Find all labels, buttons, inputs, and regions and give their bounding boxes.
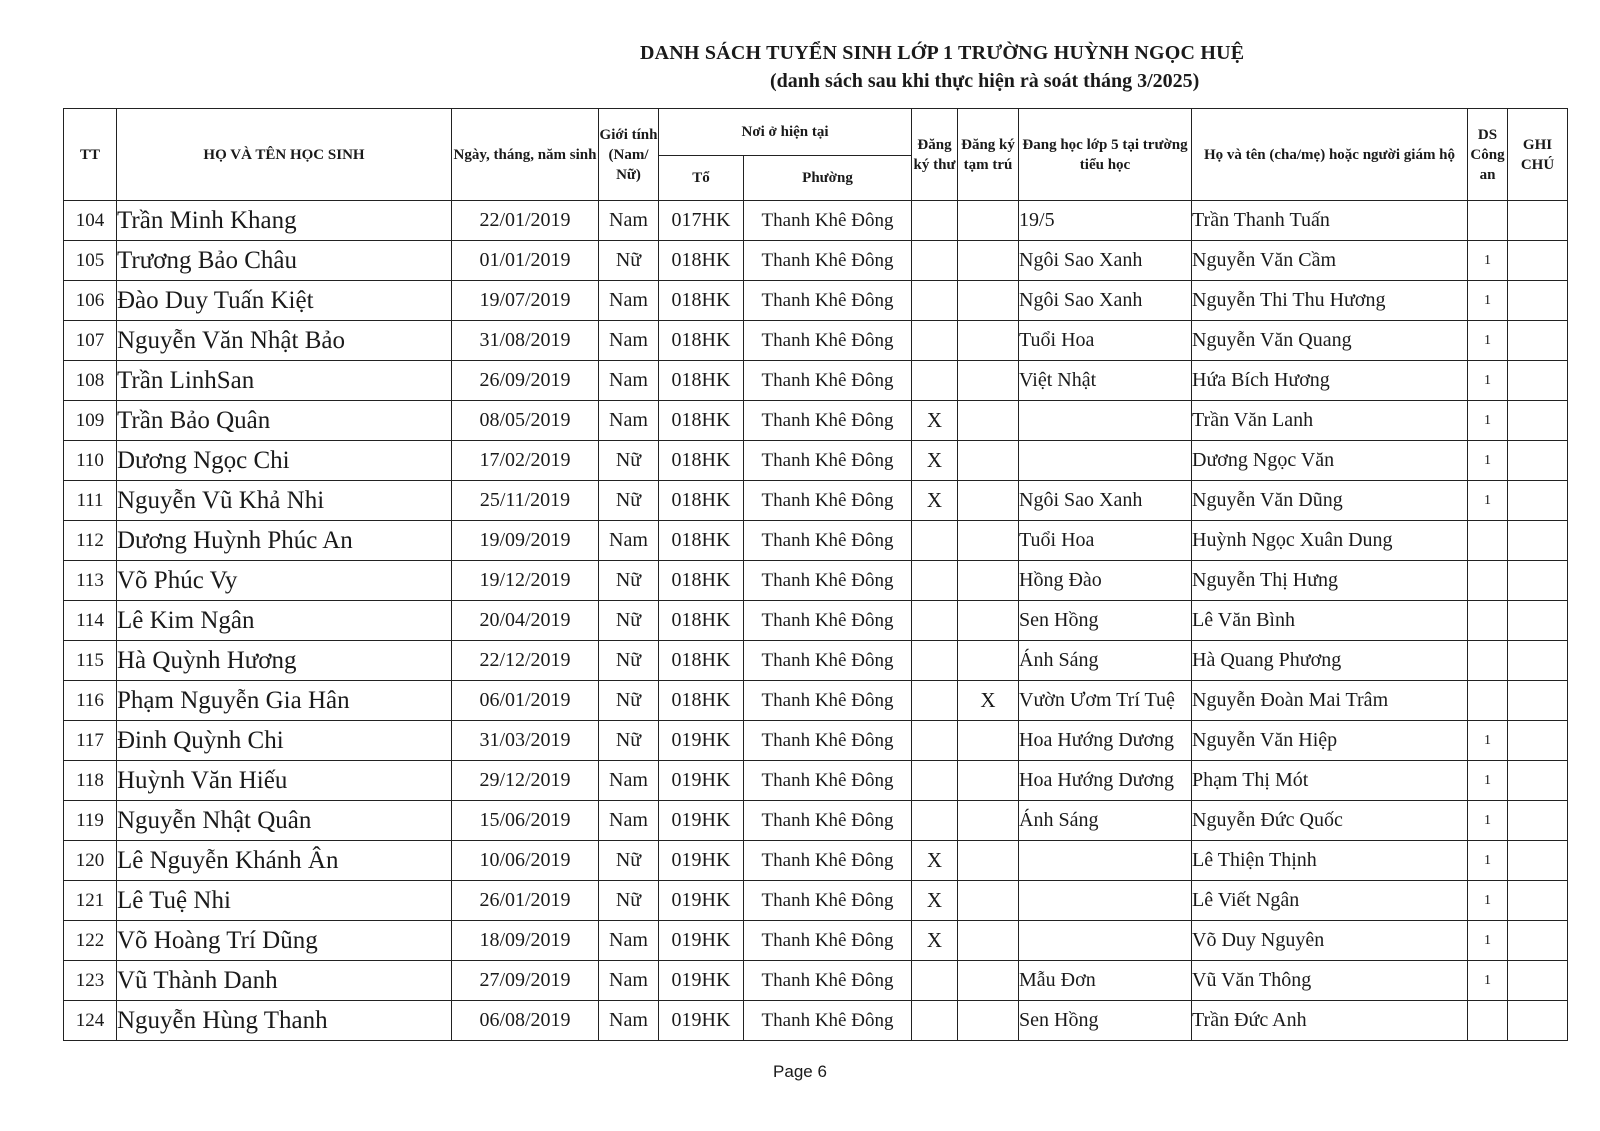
cell-student-name: Huỳnh Văn Hiếu: [117, 761, 452, 801]
cell-school: Hoa Hướng Dương: [1019, 721, 1192, 761]
document-subtitle: (danh sách sau khi thực hiện rà soát tháng 3/2025): [770, 70, 1200, 92]
cell-dang-ky-thu: [912, 601, 958, 641]
cell-to: 017HK: [659, 201, 744, 241]
cell-dang-ky-tam-tru: [958, 561, 1019, 601]
table-body: [64, 201, 1568, 1041]
cell-school: [1019, 841, 1192, 881]
cell-student-name: Lê Tuệ Nhi: [117, 881, 452, 921]
cell-dang-ky-thu: [912, 681, 958, 721]
cell-phuong: Thanh Khê Đông: [744, 761, 912, 801]
cell-student-name: Võ Hoàng Trí Dũng: [117, 921, 452, 961]
header-dang-ky-tam-tru: Đăng ký tạm trú: [958, 109, 1019, 201]
cell-gender: Nam: [599, 801, 659, 841]
cell-phuong: Thanh Khê Đông: [744, 841, 912, 881]
cell-tt: 113: [64, 561, 117, 601]
cell-dob: 19/09/2019: [452, 521, 599, 561]
cell-tt: 110: [64, 441, 117, 481]
page-number: Page 6: [773, 1062, 827, 1081]
table-row: [64, 1001, 1568, 1041]
cell-to: 019HK: [659, 961, 744, 1001]
cell-note: [1508, 561, 1568, 601]
cell-tt: 105: [64, 241, 117, 281]
cell-dang-ky-tam-tru: [958, 601, 1019, 641]
cell-dang-ky-tam-tru: [958, 481, 1019, 521]
cell-parent: Nguyễn Văn Cầm: [1192, 241, 1468, 281]
header-school: Đang học lớp 5 tại trường tiểu học: [1019, 109, 1192, 201]
cell-student-name: Nguyễn Văn Nhật Bảo: [117, 321, 452, 361]
cell-gender: Nam: [599, 281, 659, 321]
cell-dang-ky-thu: [912, 281, 958, 321]
cell-dob: 25/11/2019: [452, 481, 599, 521]
cell-parent: Võ Duy Nguyên: [1192, 921, 1468, 961]
table-row: [64, 681, 1568, 721]
cell-gender: Nam: [599, 361, 659, 401]
cell-dang-ky-thu: X: [912, 841, 958, 881]
cell-dang-ky-thu: [912, 321, 958, 361]
cell-tt: 124: [64, 1001, 117, 1041]
cell-school: [1019, 441, 1192, 481]
cell-school: Vườn Ươm Trí Tuệ: [1019, 681, 1192, 721]
cell-parent: Huỳnh Ngọc Xuân Dung: [1192, 521, 1468, 561]
cell-ds-cong-an: [1468, 561, 1508, 601]
cell-school: [1019, 401, 1192, 441]
cell-tt: 114: [64, 601, 117, 641]
table-row: [64, 241, 1568, 281]
cell-student-name: Võ Phúc Vy: [117, 561, 452, 601]
cell-dang-ky-thu: X: [912, 921, 958, 961]
cell-student-name: Đào Duy Tuấn Kiệt: [117, 281, 452, 321]
cell-student-name: Lê Kim Ngân: [117, 601, 452, 641]
cell-ds-cong-an: [1468, 201, 1508, 241]
cell-phuong: Thanh Khê Đông: [744, 561, 912, 601]
header-residence: Nơi ở hiện tại: [659, 109, 912, 156]
cell-school: Ngôi Sao Xanh: [1019, 281, 1192, 321]
cell-note: [1508, 321, 1568, 361]
cell-phuong: Thanh Khê Đông: [744, 241, 912, 281]
cell-parent: Hà Quang Phương: [1192, 641, 1468, 681]
cell-student-name: Lê Nguyễn Khánh Ân: [117, 841, 452, 881]
cell-to: 019HK: [659, 801, 744, 841]
cell-gender: Nữ: [599, 841, 659, 881]
cell-tt: 112: [64, 521, 117, 561]
cell-phuong: Thanh Khê Đông: [744, 881, 912, 921]
cell-note: [1508, 841, 1568, 881]
cell-tt: 116: [64, 681, 117, 721]
cell-dang-ky-tam-tru: [958, 921, 1019, 961]
cell-phuong: Thanh Khê Đông: [744, 481, 912, 521]
cell-to: 019HK: [659, 881, 744, 921]
cell-gender: Nữ: [599, 881, 659, 921]
table-row: [64, 361, 1568, 401]
cell-gender: Nam: [599, 521, 659, 561]
cell-dob: 06/08/2019: [452, 1001, 599, 1041]
header-student-name: HỌ VÀ TÊN HỌC SINH: [117, 109, 452, 201]
cell-to: 018HK: [659, 401, 744, 441]
cell-school: Sen Hồng: [1019, 601, 1192, 641]
enrollment-table: [63, 108, 1568, 1041]
cell-to: 018HK: [659, 441, 744, 481]
cell-dob: 31/08/2019: [452, 321, 599, 361]
cell-gender: Nữ: [599, 641, 659, 681]
cell-ds-cong-an: 1: [1468, 761, 1508, 801]
cell-dang-ky-tam-tru: [958, 721, 1019, 761]
cell-dang-ky-tam-tru: [958, 881, 1019, 921]
cell-to: 018HK: [659, 241, 744, 281]
cell-school: Sen Hồng: [1019, 1001, 1192, 1041]
cell-to: 018HK: [659, 641, 744, 681]
table-row: [64, 481, 1568, 521]
cell-student-name: Nguyễn Nhật Quân: [117, 801, 452, 841]
cell-phuong: Thanh Khê Đông: [744, 801, 912, 841]
cell-gender: Nam: [599, 1001, 659, 1041]
table-row: [64, 401, 1568, 441]
cell-ds-cong-an: [1468, 641, 1508, 681]
cell-dob: 19/12/2019: [452, 561, 599, 601]
cell-dob: 10/06/2019: [452, 841, 599, 881]
header-ds-cong-an: DS Công an: [1468, 109, 1508, 201]
cell-ds-cong-an: 1: [1468, 881, 1508, 921]
cell-parent: Trần Đức Anh: [1192, 1001, 1468, 1041]
cell-tt: 119: [64, 801, 117, 841]
cell-note: [1508, 1001, 1568, 1041]
cell-student-name: Vũ Thành Danh: [117, 961, 452, 1001]
cell-dob: 26/01/2019: [452, 881, 599, 921]
cell-gender: Nam: [599, 761, 659, 801]
cell-dob: 26/09/2019: [452, 361, 599, 401]
cell-student-name: Nguyễn Vũ Khả Nhi: [117, 481, 452, 521]
cell-student-name: Trần Bảo Quân: [117, 401, 452, 441]
cell-dob: 15/06/2019: [452, 801, 599, 841]
cell-phuong: Thanh Khê Đông: [744, 401, 912, 441]
cell-tt: 108: [64, 361, 117, 401]
cell-gender: Nữ: [599, 721, 659, 761]
cell-tt: 106: [64, 281, 117, 321]
cell-phuong: Thanh Khê Đông: [744, 201, 912, 241]
cell-tt: 122: [64, 921, 117, 961]
cell-note: [1508, 801, 1568, 841]
cell-student-name: Trần LinhSan: [117, 361, 452, 401]
cell-note: [1508, 961, 1568, 1001]
cell-phuong: Thanh Khê Đông: [744, 281, 912, 321]
cell-parent: Nguyễn Đức Quốc: [1192, 801, 1468, 841]
cell-dang-ky-tam-tru: [958, 521, 1019, 561]
cell-to: 018HK: [659, 561, 744, 601]
cell-gender: Nam: [599, 921, 659, 961]
cell-phuong: Thanh Khê Đông: [744, 961, 912, 1001]
cell-phuong: Thanh Khê Đông: [744, 601, 912, 641]
cell-ds-cong-an: 1: [1468, 841, 1508, 881]
cell-dob: 17/02/2019: [452, 441, 599, 481]
table-row: [64, 961, 1568, 1001]
cell-note: [1508, 201, 1568, 241]
cell-parent: Trần Thanh Tuấn: [1192, 201, 1468, 241]
cell-student-name: Đinh Quỳnh Chi: [117, 721, 452, 761]
cell-to: 019HK: [659, 761, 744, 801]
cell-note: [1508, 681, 1568, 721]
cell-tt: 115: [64, 641, 117, 681]
cell-school: Hoa Hướng Dương: [1019, 761, 1192, 801]
cell-tt: 107: [64, 321, 117, 361]
cell-school: [1019, 921, 1192, 961]
cell-dang-ky-thu: X: [912, 881, 958, 921]
cell-gender: Nữ: [599, 241, 659, 281]
cell-dang-ky-tam-tru: [958, 801, 1019, 841]
cell-phuong: Thanh Khê Đông: [744, 921, 912, 961]
document-title: DANH SÁCH TUYỂN SINH LỚP 1 TRƯỜNG HUỲNH NGỌC HUỆ: [640, 42, 1245, 64]
cell-school: Ánh Sáng: [1019, 641, 1192, 681]
cell-to: 018HK: [659, 601, 744, 641]
cell-ds-cong-an: 1: [1468, 481, 1508, 521]
cell-gender: Nam: [599, 201, 659, 241]
cell-parent: Dương Ngọc Văn: [1192, 441, 1468, 481]
cell-student-name: Dương Ngọc Chi: [117, 441, 452, 481]
cell-parent: Lê Văn Bình: [1192, 601, 1468, 641]
cell-parent: Nguyễn Văn Dũng: [1192, 481, 1468, 521]
cell-phuong: Thanh Khê Đông: [744, 721, 912, 761]
cell-student-name: Nguyễn Hùng Thanh: [117, 1001, 452, 1041]
cell-ds-cong-an: 1: [1468, 361, 1508, 401]
cell-tt: 118: [64, 761, 117, 801]
cell-dang-ky-thu: X: [912, 441, 958, 481]
cell-ds-cong-an: 1: [1468, 241, 1508, 281]
cell-tt: 123: [64, 961, 117, 1001]
cell-tt: 104: [64, 201, 117, 241]
cell-tt: 117: [64, 721, 117, 761]
cell-note: [1508, 441, 1568, 481]
table-row: [64, 801, 1568, 841]
cell-note: [1508, 641, 1568, 681]
cell-dang-ky-tam-tru: [958, 321, 1019, 361]
cell-dang-ky-tam-tru: [958, 841, 1019, 881]
cell-parent: Nguyễn Thi Thu Hương: [1192, 281, 1468, 321]
header-dang-ky-thu: Đăng ký thư: [912, 109, 958, 201]
cell-parent: Nguyễn Văn Quang: [1192, 321, 1468, 361]
cell-dob: 06/01/2019: [452, 681, 599, 721]
cell-ds-cong-an: 1: [1468, 281, 1508, 321]
cell-to: 018HK: [659, 681, 744, 721]
cell-gender: Nữ: [599, 441, 659, 481]
cell-school: [1019, 881, 1192, 921]
cell-parent: Nguyễn Văn Hiệp: [1192, 721, 1468, 761]
cell-parent: Nguyễn Thị Hưng: [1192, 561, 1468, 601]
cell-dob: 20/04/2019: [452, 601, 599, 641]
cell-ds-cong-an: 1: [1468, 921, 1508, 961]
cell-phuong: Thanh Khê Đông: [744, 441, 912, 481]
cell-dob: 19/07/2019: [452, 281, 599, 321]
cell-dang-ky-thu: [912, 241, 958, 281]
header-note: GHI CHÚ: [1508, 109, 1568, 201]
cell-note: [1508, 881, 1568, 921]
cell-school: Tuổi Hoa: [1019, 521, 1192, 561]
cell-dob: 31/03/2019: [452, 721, 599, 761]
cell-dang-ky-tam-tru: [958, 961, 1019, 1001]
cell-dang-ky-tam-tru: [958, 401, 1019, 441]
cell-ds-cong-an: [1468, 1001, 1508, 1041]
cell-parent: Lê Thiện Thịnh: [1192, 841, 1468, 881]
table-row: [64, 561, 1568, 601]
cell-dang-ky-thu: [912, 961, 958, 1001]
cell-parent: Trần Văn Lanh: [1192, 401, 1468, 441]
table-row: [64, 881, 1568, 921]
cell-school: Việt Nhật: [1019, 361, 1192, 401]
cell-dang-ky-tam-tru: [958, 281, 1019, 321]
cell-dang-ky-tam-tru: [958, 761, 1019, 801]
cell-gender: Nam: [599, 961, 659, 1001]
cell-phuong: Thanh Khê Đông: [744, 361, 912, 401]
cell-dang-ky-thu: [912, 561, 958, 601]
cell-dang-ky-thu: [912, 521, 958, 561]
cell-ds-cong-an: 1: [1468, 401, 1508, 441]
cell-to: 019HK: [659, 841, 744, 881]
header-dob: Ngày, tháng, năm sinh: [452, 109, 599, 201]
cell-gender: Nữ: [599, 481, 659, 521]
header-phuong: Phường: [744, 156, 912, 201]
cell-ds-cong-an: 1: [1468, 961, 1508, 1001]
cell-ds-cong-an: [1468, 601, 1508, 641]
cell-note: [1508, 761, 1568, 801]
cell-school: Ánh Sáng: [1019, 801, 1192, 841]
cell-dang-ky-thu: [912, 201, 958, 241]
cell-phuong: Thanh Khê Đông: [744, 521, 912, 561]
cell-to: 019HK: [659, 1001, 744, 1041]
header-to: Tổ: [659, 156, 744, 201]
cell-to: 018HK: [659, 481, 744, 521]
cell-dang-ky-tam-tru: [958, 201, 1019, 241]
cell-gender: Nữ: [599, 561, 659, 601]
cell-to: 019HK: [659, 721, 744, 761]
cell-dob: 01/01/2019: [452, 241, 599, 281]
cell-ds-cong-an: 1: [1468, 801, 1508, 841]
table-row: [64, 201, 1568, 241]
cell-parent: Nguyễn Đoàn Mai Trâm: [1192, 681, 1468, 721]
table-row: [64, 521, 1568, 561]
cell-dang-ky-thu: [912, 721, 958, 761]
cell-dob: 08/05/2019: [452, 401, 599, 441]
cell-dang-ky-thu: X: [912, 401, 958, 441]
cell-dang-ky-tam-tru: [958, 641, 1019, 681]
cell-dang-ky-thu: [912, 801, 958, 841]
header-gender: Giới tính (Nam/ Nữ): [599, 109, 659, 201]
cell-to: 018HK: [659, 281, 744, 321]
cell-to: 018HK: [659, 521, 744, 561]
cell-gender: Nữ: [599, 681, 659, 721]
cell-parent: Vũ Văn Thông: [1192, 961, 1468, 1001]
cell-note: [1508, 401, 1568, 441]
cell-school: Ngôi Sao Xanh: [1019, 241, 1192, 281]
cell-ds-cong-an: [1468, 681, 1508, 721]
cell-note: [1508, 281, 1568, 321]
table-row: [64, 601, 1568, 641]
cell-tt: 111: [64, 481, 117, 521]
cell-dob: 22/01/2019: [452, 201, 599, 241]
cell-dob: 29/12/2019: [452, 761, 599, 801]
cell-dang-ky-thu: [912, 1001, 958, 1041]
cell-dang-ky-thu: X: [912, 481, 958, 521]
cell-ds-cong-an: 1: [1468, 721, 1508, 761]
cell-dob: 18/09/2019: [452, 921, 599, 961]
cell-phuong: Thanh Khê Đông: [744, 641, 912, 681]
table-row: [64, 281, 1568, 321]
cell-note: [1508, 921, 1568, 961]
cell-dang-ky-tam-tru: [958, 361, 1019, 401]
cell-phuong: Thanh Khê Đông: [744, 321, 912, 361]
cell-student-name: Dương Huỳnh Phúc An: [117, 521, 452, 561]
cell-tt: 121: [64, 881, 117, 921]
cell-school: Mẫu Đơn: [1019, 961, 1192, 1001]
table-row: [64, 841, 1568, 881]
table-row: [64, 721, 1568, 761]
cell-tt: 120: [64, 841, 117, 881]
cell-dang-ky-tam-tru: [958, 241, 1019, 281]
cell-school: Ngôi Sao Xanh: [1019, 481, 1192, 521]
cell-note: [1508, 241, 1568, 281]
cell-to: 018HK: [659, 321, 744, 361]
cell-note: [1508, 361, 1568, 401]
cell-note: [1508, 721, 1568, 761]
cell-ds-cong-an: [1468, 521, 1508, 561]
table-row: [64, 761, 1568, 801]
cell-tt: 109: [64, 401, 117, 441]
cell-gender: Nam: [599, 401, 659, 441]
table-row: [64, 441, 1568, 481]
cell-dang-ky-thu: [912, 761, 958, 801]
cell-dang-ky-tam-tru: X: [958, 681, 1019, 721]
cell-dob: 27/09/2019: [452, 961, 599, 1001]
header-tt: TT: [64, 109, 117, 201]
cell-student-name: Trần Minh Khang: [117, 201, 452, 241]
cell-dang-ky-thu: [912, 361, 958, 401]
cell-dang-ky-thu: [912, 641, 958, 681]
cell-parent: Lê Viết Ngân: [1192, 881, 1468, 921]
cell-school: Tuổi Hoa: [1019, 321, 1192, 361]
header-parent: Họ và tên (cha/mẹ) hoặc người giám hộ: [1192, 109, 1468, 201]
cell-parent: Hứa Bích Hương: [1192, 361, 1468, 401]
cell-ds-cong-an: 1: [1468, 321, 1508, 361]
cell-phuong: Thanh Khê Đông: [744, 1001, 912, 1041]
cell-gender: Nữ: [599, 601, 659, 641]
table-row: [64, 321, 1568, 361]
cell-dang-ky-tam-tru: [958, 1001, 1019, 1041]
cell-student-name: Trương Bảo Châu: [117, 241, 452, 281]
table-row: [64, 921, 1568, 961]
cell-to: 018HK: [659, 361, 744, 401]
cell-note: [1508, 601, 1568, 641]
cell-gender: Nam: [599, 321, 659, 361]
cell-school: Hồng Đào: [1019, 561, 1192, 601]
cell-to: 019HK: [659, 921, 744, 961]
cell-dang-ky-tam-tru: [958, 441, 1019, 481]
cell-school: 19/5: [1019, 201, 1192, 241]
cell-dob: 22/12/2019: [452, 641, 599, 681]
cell-student-name: Hà Quỳnh Hương: [117, 641, 452, 681]
cell-student-name: Phạm Nguyễn Gia Hân: [117, 681, 452, 721]
cell-phuong: Thanh Khê Đông: [744, 681, 912, 721]
cell-note: [1508, 481, 1568, 521]
cell-ds-cong-an: 1: [1468, 441, 1508, 481]
cell-note: [1508, 521, 1568, 561]
cell-parent: Phạm Thị Mót: [1192, 761, 1468, 801]
table-row: [64, 641, 1568, 681]
